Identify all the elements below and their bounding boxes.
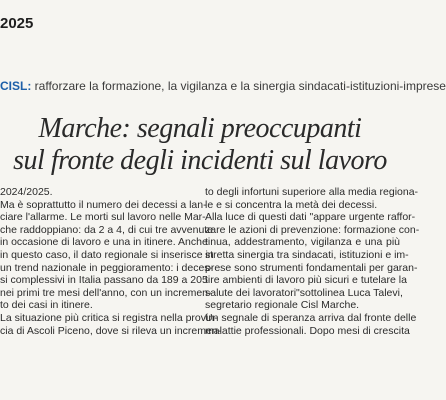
- body-line: in occasione di lavoro e una in itinere. Anche: [0, 236, 208, 249]
- body-line: 2024/2025.: [0, 186, 53, 198]
- body-line: un trend nazionale in peggioramento: i deces-: [0, 261, 214, 274]
- article-kicker: [0, 79, 446, 94]
- body-line: le e si concentra la metà dei decessi.: [205, 198, 378, 211]
- article-column-left: [0, 186, 222, 337]
- body-line: prese sono strumenti fondamentali per garan-: [205, 261, 418, 274]
- body-line: stretta sinergia tra sindacati, istituzioni e im-: [205, 248, 409, 261]
- article-column-right: [205, 186, 420, 337]
- body-line: Alla luce di questi dati "appare urgente raffor-: [205, 211, 416, 224]
- body-line: La situazione più critica si registra nella provin-: [0, 311, 218, 324]
- body-line: si complessivi in Italia passano da 189 a 205: [0, 274, 208, 287]
- body-line: to degli infortuni superiore alla media regiona-: [205, 186, 419, 198]
- body-line: tire ambienti di lavoro più sicuri e tutelare la: [205, 274, 407, 287]
- body-line: nei primi tre mesi dell'anno, con un incremen-: [0, 286, 212, 299]
- body-line: to dei casi in itinere.: [0, 299, 93, 312]
- body-line: malattie professionali. Dopo mesi di crescita: [205, 324, 410, 337]
- headline-line-1: Marche: segnali preoccupanti: [38, 113, 362, 144]
- body-line: che raddoppiano: da 2 a 4, di cui tre avvenute: [0, 223, 214, 236]
- body-line: in questo caso, il dato regionale si inserisce in: [0, 248, 214, 261]
- body-line: salute dei lavoratori"sottolinea Luca Talevi,: [205, 286, 403, 299]
- body-line: Ma è soprattutto il numero dei decessi a lan-: [0, 198, 207, 211]
- kicker-brand: CISL:: [0, 79, 32, 93]
- kicker-text: rafforzare la formazione, la vigilanza e la sinergia sindacati-istituzioni-imprese: [31, 79, 446, 93]
- publication-date: 2025: [0, 15, 34, 32]
- body-line: segretario regionale Cisl Marche.: [205, 299, 360, 312]
- body-line: zare le azioni di prevenzione: formazione con-: [205, 223, 420, 236]
- body-line: cia di Ascoli Piceno, dove si rileva un incremen-: [0, 324, 222, 337]
- body-line: Un segnale di speranza arriva dal fronte delle: [205, 311, 417, 324]
- body-line: ciare l'allarme. Le morti sul lavoro nelle Mar-: [0, 211, 206, 224]
- headline-line-2: sul fronte degli incidenti sul lavoro: [13, 145, 387, 176]
- body-line: tinua, addestramento, vigilanza e una più: [205, 236, 400, 249]
